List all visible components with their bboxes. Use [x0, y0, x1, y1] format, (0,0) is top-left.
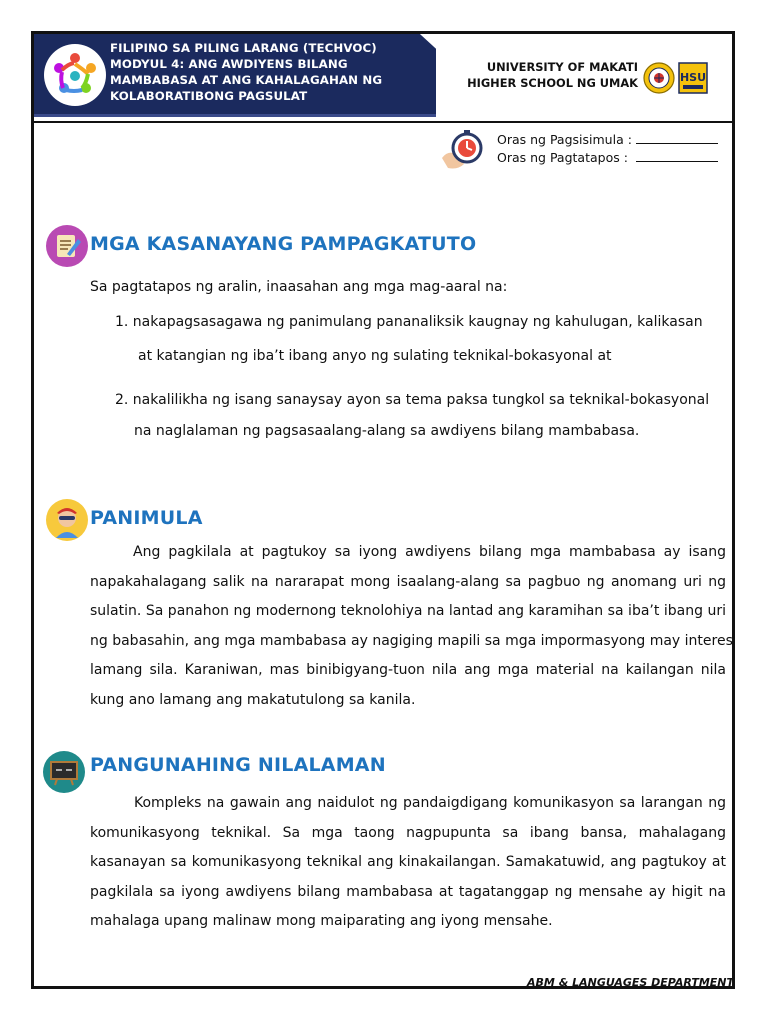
paragraph-line: napakahalagang salik na nararapat mong isaalang-alang sa pagbuo ng anomang uri ng: [90, 573, 726, 590]
objective-item-2-line2: na naglalaman ng pagsasaalang-alang sa awdiyens bilang mambabasa.: [134, 423, 640, 439]
start-time-field[interactable]: [636, 131, 718, 144]
start-time-label: Oras ng Pagsisimula :: [497, 132, 632, 147]
module-logo-icon: [44, 44, 106, 106]
paragraph-line: kung ano lamang ang makatutulong sa kanila.: [90, 691, 416, 708]
stopwatch-icon: [440, 128, 486, 172]
university-seal-icon: [643, 62, 675, 94]
student-icon: [45, 498, 89, 542]
end-time-label: Oras ng Pagtatapos :: [497, 150, 628, 165]
section-title-nilalaman: PANGUNAHING NILALAMAN: [90, 754, 386, 776]
paragraph-line: mahalaga upang malinaw mong maiparating ang iyong mensahe.: [90, 913, 553, 929]
school-name: [467, 59, 638, 91]
time-fields: [497, 131, 718, 167]
chalkboard-icon: [42, 750, 86, 794]
objective-item-2-line1: 2. nakalilikha ng isang sanaysay ayon sa tema paksa tungkol sa teknikal-bokasyonal: [115, 392, 710, 408]
paragraph-line: pagkilala sa iyong awdiyens bilang mambabasa at tagatanggap ng mensahe ay higit na: [90, 883, 726, 900]
module-title-line: MODYUL 4: ANG AWDIYENS BILANG: [110, 57, 348, 71]
paragraph-line: ng babasahin, ang mga mambabasa ay nagiging mapili sa mga impormasyong may interes: [90, 632, 733, 649]
objectives-intro: Sa pagtatapos ng aralin, inaasahan ang mga mag-aaral na:: [90, 279, 508, 295]
nilalaman-paragraph: [90, 789, 726, 937]
paragraph-line: lamang sila. Karaniwan, mas binibigyang-tuon nila ang mga material na kailangan nila: [90, 662, 726, 678]
school-name-line: HIGHER SCHOOL NG UMAK: [467, 76, 638, 90]
paragraph-line: Kompleks na gawain ang naidulot ng pandaigdigang komunikasyon sa larangan ng: [134, 795, 726, 811]
paragraph-line: komunikasyong teknikal. Sa mga taong nagpupunta sa ibang bansa, mahalagang: [90, 824, 726, 841]
module-title-line: MAMBABASA AT ANG KAHALAGAHAN NG: [110, 73, 383, 87]
school-name-line: UNIVERSITY OF MAKATI: [486, 60, 638, 74]
end-time-row: [497, 149, 718, 167]
objective-item-1-line1: 1. nakapagsasagawa ng panimulang pananaliksik kaugnay ng kahulugan, kalikasan: [115, 314, 703, 330]
module-title-line: FILIPINO SA PILING LARANG (TECHVOC): [110, 41, 377, 55]
seal-text: HSU: [679, 71, 707, 84]
section-title-panimula: PANIMULA: [90, 507, 203, 529]
paragraph-line: sulatin. Sa panahon ng modernong teknolohiya na lantad ang karamihan sa iba’t ibang uri: [90, 603, 726, 619]
objective-item-1-line2: at katangian ng iba’t ibang anyo ng sulating teknikal-bokasyonal at: [138, 348, 612, 364]
footer-department: ABM & LANGUAGES DEPARTMENT: [527, 976, 734, 989]
header-divider: [34, 121, 732, 123]
banner-stripe: [34, 114, 436, 117]
start-time-row: [497, 131, 718, 149]
hsu-seal-icon: [678, 62, 708, 94]
panimula-paragraph: [90, 538, 733, 715]
module-title: [110, 40, 430, 104]
end-time-field[interactable]: [636, 149, 718, 162]
paragraph-line: Ang pagkilala at pagtukoy sa iyong awdiyens bilang mga mambabasa ay isang: [133, 544, 726, 560]
checklist-icon: [45, 224, 89, 268]
paragraph-line: kasanayan sa komunikasyong teknikal ang kinakailangan. Samakatuwid, ang pagtukoy at: [90, 854, 726, 870]
module-title-line: KOLABORATIBONG PAGSULAT: [110, 89, 308, 103]
section-title-objectives: MGA KASANAYANG PAMPAGKATUTO: [90, 233, 477, 255]
